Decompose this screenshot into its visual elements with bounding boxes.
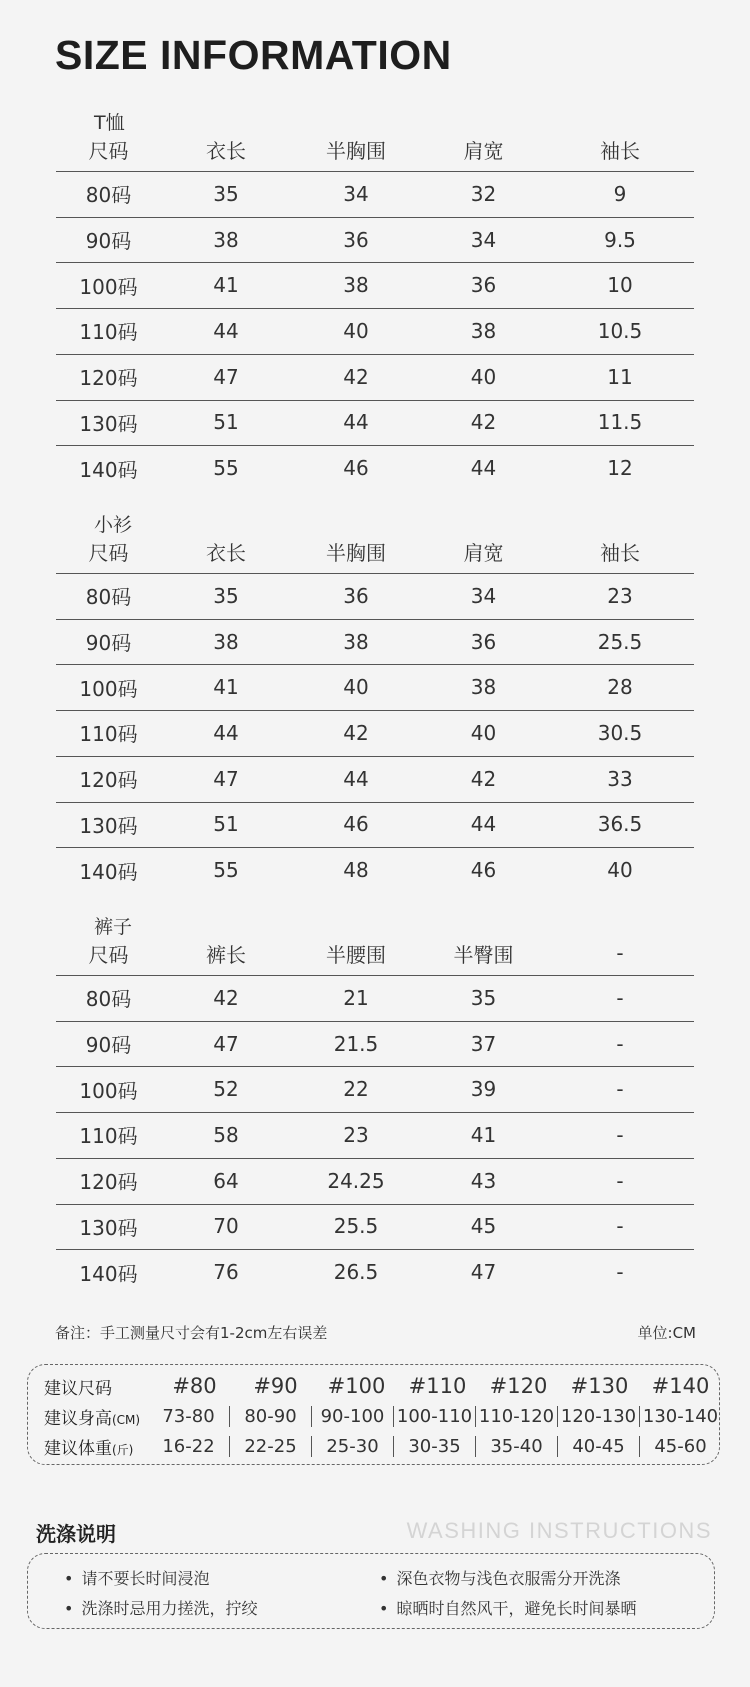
table-cell: 47 (213, 766, 239, 791)
table-cell: 21 (343, 985, 369, 1010)
table-cell: 25.5 (333, 1214, 379, 1239)
table-cell: 46 (343, 456, 369, 481)
table-cell: 100码 (79, 676, 138, 701)
table-cell: 26.5 (333, 1260, 379, 1285)
table-row (56, 354, 694, 400)
table-cell: 41 (470, 1122, 497, 1147)
table-cell: 44 (213, 318, 239, 343)
table-cell: - (616, 1077, 624, 1102)
table-row (56, 1204, 694, 1250)
table-cell: 38 (343, 629, 369, 654)
table-header-cell: 肩宽 (463, 540, 504, 565)
recommend-height-value: 80-90 (229, 1406, 311, 1427)
table-cell: 64 (213, 1168, 239, 1193)
table-header-cell: 袖长 (600, 540, 640, 565)
table-cell: - (616, 1214, 624, 1239)
recommend-height-value: 73-80 (162, 1405, 215, 1427)
table-cell: 36 (470, 273, 497, 298)
table-header-cell: 衣长 (206, 540, 246, 565)
table-cell: 140码 (79, 859, 138, 884)
table-header-cell: 尺码 (88, 138, 129, 163)
table-row (56, 262, 694, 308)
table-cell: 22 (343, 1077, 369, 1102)
table-header-cell: 衣长 (206, 138, 246, 163)
table-cell: 51 (213, 812, 239, 837)
table-cell: 38 (343, 273, 369, 298)
table-cell: 110码 (79, 320, 138, 345)
table-cell: 120码 (79, 1170, 138, 1195)
table-cell: 80码 (85, 183, 132, 208)
table-row (56, 975, 694, 1021)
table-cell: - (616, 1031, 624, 1056)
table-cell: 130码 (79, 1215, 138, 1240)
recommend-size-value: #100 (327, 1374, 386, 1398)
washing-title-en: WASHING INSTRUCTIONS (406, 1518, 712, 1543)
table-cell: 23 (343, 1122, 369, 1147)
measurement-note: 备注：手工测量尺寸会有1-2cm左右误差 (55, 1324, 328, 1342)
table-header-cell: 尺码 (88, 942, 129, 967)
table-cell: 130码 (79, 411, 138, 436)
table-cell: 30.5 (597, 720, 643, 745)
washing-item: • 深色衣物与浅色衣服需分开洗涤 (379, 1569, 621, 1588)
table-cell: 44 (213, 720, 239, 745)
table-cell: 35 (213, 583, 239, 608)
table-cell: 51 (213, 410, 239, 435)
table-name: 裤子 (94, 916, 133, 938)
recommend-size-row (28, 1371, 721, 1401)
table-header-cell: 半腰围 (326, 942, 386, 967)
recommend-weight-label: 建议体重(斤) (44, 1438, 134, 1459)
table-row (56, 308, 694, 354)
table-cell: 76 (213, 1260, 239, 1285)
table-cell: 42 (470, 766, 497, 791)
table-header-cell: 袖长 (600, 138, 640, 163)
recommend-size-value: #80 (172, 1374, 217, 1398)
table-cell: 34 (343, 181, 369, 206)
recommend-weight-value: 35-40 (475, 1436, 557, 1457)
table-cell: 9 (613, 181, 627, 206)
table-cell: 37 (470, 1031, 497, 1056)
recommend-height-label: 建议身高(CM) (44, 1408, 141, 1429)
recommend-size-value: #120 (489, 1374, 548, 1398)
table-row (56, 171, 694, 217)
table-row (56, 217, 694, 263)
recommend-weight-value: 45-60 (639, 1436, 721, 1457)
table-cell: 28 (607, 675, 633, 700)
table-row (56, 400, 694, 446)
table-cell: 55 (213, 858, 239, 883)
table-row (56, 1112, 694, 1158)
table-cell: 25.5 (597, 629, 643, 654)
table-cell: 43 (470, 1168, 497, 1193)
unit-note: 单位:CM (637, 1324, 696, 1342)
table-cell: 52 (213, 1077, 239, 1102)
table-cell: 44 (343, 410, 369, 435)
table-cell: 55 (213, 456, 239, 481)
table-cell: 38 (470, 675, 497, 700)
recommend-size-value: #130 (570, 1374, 629, 1398)
table-cell: 40 (343, 675, 369, 700)
table-header-cell: 尺码 (88, 540, 129, 565)
table-cell: 40 (343, 318, 369, 343)
table-cell: 10.5 (597, 318, 643, 343)
table-row (56, 445, 694, 491)
recommend-weight-value: 16-22 (162, 1435, 215, 1457)
table-cell: 23 (607, 583, 633, 608)
table-cell: 38 (213, 227, 239, 252)
table-cell: 36 (343, 227, 369, 252)
washing-title: 洗涤说明 (36, 1522, 116, 1546)
page-title: SIZE INFORMATION (55, 32, 452, 78)
recommend-weight-value: 40-45 (557, 1436, 639, 1457)
table-cell: 44 (343, 766, 369, 791)
recommend-height-value: 120-130 (557, 1406, 639, 1427)
table-cell: 21.5 (333, 1031, 379, 1056)
table-cell: 42 (343, 364, 369, 389)
table-cell: 90码 (85, 631, 132, 656)
washing-item: • 晾晒时自然风干，避免长时间暴晒 (379, 1599, 637, 1618)
table-cell: 42 (470, 410, 497, 435)
recommend-height-value: 110-120 (475, 1406, 557, 1427)
table-cell: 47 (470, 1260, 497, 1285)
table-cell: 42 (343, 720, 369, 745)
table-cell: 58 (213, 1122, 239, 1147)
recommend-size-value: #110 (408, 1374, 467, 1398)
table-cell: 90码 (85, 229, 132, 254)
recommendation-box (27, 1364, 720, 1465)
table-cell: - (616, 1168, 624, 1193)
table-cell: 34 (470, 583, 497, 608)
table-header-cell: - (616, 941, 624, 965)
table-cell: - (616, 985, 624, 1010)
table-header-row (56, 134, 694, 164)
recommend-height-value: 130-140 (639, 1406, 721, 1427)
table-cell: 39 (470, 1077, 497, 1102)
washing-box (27, 1553, 715, 1629)
table-header-row (56, 938, 694, 968)
table-row (56, 1158, 694, 1204)
table-row (56, 1066, 694, 1112)
recommend-size-label: 建议尺码 (44, 1378, 112, 1399)
table-cell: 44 (470, 812, 497, 837)
washing-item: • 洗涤时忌用力搓洗，拧绞 (64, 1599, 258, 1618)
table-cell: 46 (470, 858, 497, 883)
table-cell: 11 (607, 364, 633, 389)
table-row (56, 847, 694, 893)
table-cell: 41 (213, 675, 239, 700)
table-cell: 40 (470, 364, 497, 389)
table-cell: 140码 (79, 1261, 138, 1286)
table-cell: 90码 (85, 1033, 132, 1058)
table-name: T恤 (94, 112, 125, 134)
table-cell: 140码 (79, 457, 138, 482)
table-header-cell: 裤长 (206, 942, 246, 967)
table-cell: 100码 (79, 1078, 138, 1103)
recommend-size-value: #140 (651, 1374, 710, 1398)
table-cell: 10 (607, 273, 633, 298)
table-cell: 70 (213, 1214, 239, 1239)
table-cell: 36.5 (597, 812, 643, 837)
table-cell: 11.5 (597, 410, 643, 435)
table-name: 小衫 (94, 514, 133, 536)
table-cell: 12 (607, 456, 633, 481)
recommend-height-row (28, 1401, 721, 1431)
table-row (56, 664, 694, 710)
recommend-height-value: 90-100 (311, 1406, 393, 1427)
table-row (56, 619, 694, 665)
table-cell: 110码 (79, 722, 138, 747)
table-cell: 100码 (79, 274, 138, 299)
table-cell: 80码 (85, 585, 132, 610)
table-cell: 41 (213, 273, 239, 298)
table-cell: 46 (343, 812, 369, 837)
recommend-weight-row (28, 1431, 721, 1461)
table-cell: 45 (470, 1214, 497, 1239)
table-header-cell: 半胸围 (326, 138, 386, 163)
table-cell: 40 (470, 720, 497, 745)
table-header-cell: 肩宽 (463, 138, 504, 163)
table-cell: - (616, 1260, 624, 1285)
table-cell: 48 (343, 858, 369, 883)
table-cell: - (616, 1122, 624, 1147)
table-row (56, 710, 694, 756)
table-cell: 35 (470, 985, 497, 1010)
table-cell: 34 (470, 227, 497, 252)
table-cell: 32 (470, 181, 497, 206)
table-header-cell: 半臀围 (453, 942, 514, 967)
recommend-size-value: #90 (253, 1374, 298, 1398)
table-cell: 36 (470, 629, 497, 654)
table-cell: 24.25 (327, 1168, 385, 1193)
recommend-weight-value: 30-35 (393, 1436, 475, 1457)
table-cell: 9.5 (604, 227, 636, 252)
table-cell: 120码 (79, 768, 138, 793)
table-cell: 130码 (79, 813, 138, 838)
table-cell: 44 (470, 456, 497, 481)
table-cell: 47 (213, 364, 239, 389)
table-cell: 38 (470, 318, 497, 343)
table-cell: 40 (607, 858, 633, 883)
table-header-cell: 半胸围 (326, 540, 386, 565)
recommend-weight-value: 25-30 (311, 1436, 393, 1457)
table-header-row (56, 536, 694, 566)
table-cell: 33 (607, 766, 633, 791)
table-cell: 42 (213, 985, 239, 1010)
table-cell: 47 (213, 1031, 239, 1056)
table-cell: 80码 (85, 987, 132, 1012)
table-row (56, 756, 694, 802)
table-cell: 110码 (79, 1124, 138, 1149)
recommend-weight-value: 22-25 (229, 1436, 311, 1457)
table-row (56, 573, 694, 619)
table-cell: 35 (213, 181, 239, 206)
table-cell: 38 (213, 629, 239, 654)
table-row (56, 1021, 694, 1067)
table-cell: 36 (343, 583, 369, 608)
recommend-height-value: 100-110 (393, 1406, 475, 1427)
table-cell: 120码 (79, 366, 138, 391)
table-row (56, 802, 694, 848)
table-row (56, 1249, 694, 1295)
washing-item: • 请不要长时间浸泡 (64, 1569, 210, 1588)
